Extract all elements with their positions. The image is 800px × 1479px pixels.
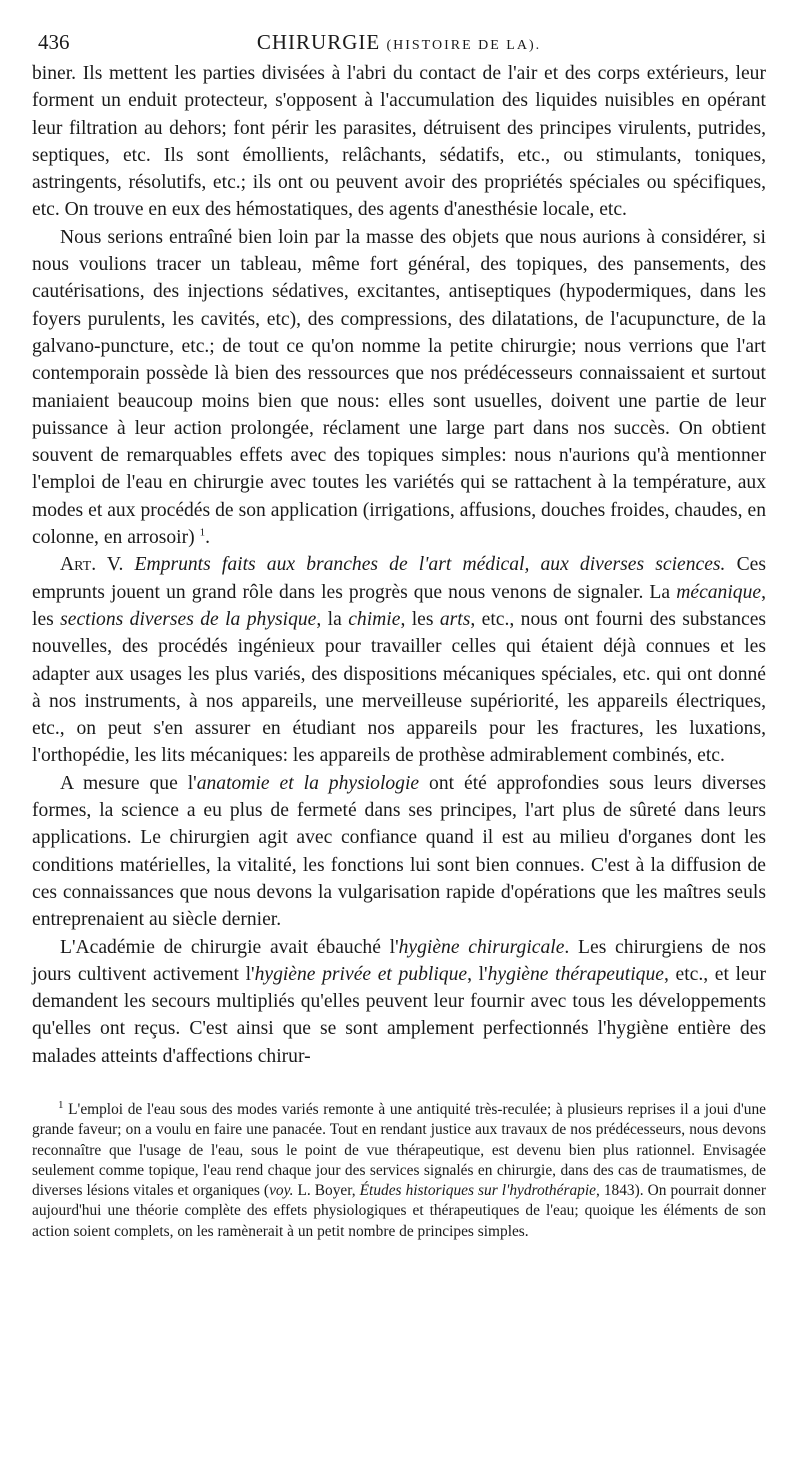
emphasis: hygiène thérapeutique	[487, 963, 664, 985]
text-run: L. Boyer,	[293, 1182, 360, 1200]
text-run: , etc., nous ont fourni des substances nouvelles, des procédés ingénieux pour travailler celles qui étaient déjà connues et les adapter aux usages les plus variés, des dispositions mécaniques spéciales, etc. qui ont donné à nos instruments, à nos appareils, une merveilleuse supériorité, les appareils électriques, etc., on peut s'en assurer en étudiant nos appareils pour les fractures, les luxations, l'orthopédie, les lits mécaniques: les appareils de prothèse admirablement combinés, etc.	[32, 608, 767, 767]
text-run: Ces emprunts jouent un grand rôle dans les progrès que nous venons de signaler. La	[32, 554, 766, 603]
main-text	[32, 60, 766, 1070]
running-title-sub: (HISTOIRE DE LA).	[386, 38, 542, 53]
emphasis: voy.	[269, 1182, 294, 1200]
footnote-marker: 1	[58, 1098, 64, 1111]
text-run: L'Académie de chirurgie avait ébauché l'	[60, 936, 399, 958]
text-run: , la	[316, 608, 342, 630]
text-run: A mesure que l'	[60, 772, 197, 794]
emphasis: mécanique	[676, 581, 762, 603]
running-title	[32, 30, 766, 55]
footnote-ref: 1	[199, 526, 206, 539]
footnote-1	[32, 1100, 766, 1242]
text-run: , l'	[467, 963, 488, 985]
paragraph-5	[32, 934, 766, 1070]
article-title: Emprunts faits aux branches de l'art médical, aux diverses sciences.	[134, 554, 726, 576]
text-run: , 1843). On pourrait donner aujourd'hui une théorie complète des effets physiologiques et thérapeutiques de l'eau; quoique les éléments de son action soient complets, on les ramènerait à un petit nombre de principes simples.	[32, 1182, 766, 1240]
emphasis: anatomie et la physiologie	[196, 772, 420, 794]
paragraph-1: biner. Ils mettent les parties divisées à l'abri du contact de l'air et des corps extérieurs, leur forment un enduit protecteur, s'opposent à l'accumulation des liquides nuisibles en opérant leur filtration au dehors; font périr les parasites, détruisent des principes virulents, putrides, septiques, etc. Ils sont émollients, relâchants, sédatifs, etc., ou stimulants, toniques, astringents, résolutifs, etc.; ils ont ou peuvent avoir des propriétés spéciales ou spécifiques, etc. On trouve en eux des hémostatiques, des agents d'anesthésie locale, etc.	[32, 63, 766, 221]
running-title-main: CHIRURGIE	[256, 30, 381, 54]
emphasis: chimie	[348, 608, 401, 630]
paragraph-2-text: Nous serions entraîné bien loin par la masse des objets que nous aurions à considérer, si nous voulions tracer un tableau, même fort général, des topiques, des pansements, des cautérisations, des injections sédatives, excitantes, antiseptiques (hypodermiques, dans les foyers purulents, les cavités, etc), des compressions, des dilatations, de l'acupuncture, de la galvano-puncture, etc.; de tout ce qu'on nomme la petite chirurgie; nous verrions que l'art contemporain possède là bien des ressources que nos prédécesseurs connaissaient et surtout maniaient beaucoup moins bien que nous: elles sont usuelles, doivent une partie de leur puissance à leur action prolongée, réclament une large part dans nos succès. On obtient souvent de remarquables effets avec des topiques simples: nous n'aurions qu'à mentionner l'emploi de l'eau en chirurgie avec toutes les variétés qui se rattachent à la température, aux modes et aux procédés de son application (irrigations, affusions, douches froides, chaudes, en colonne, en arrosoir)	[32, 226, 766, 549]
cited-title: Études historiques sur l'hydrothérapie	[359, 1182, 596, 1200]
paragraph-2: Nous serions entraîné bien loin par la masse des objets que nous aurions à considérer, si nous voulions tracer un tableau, même fort général, des topiques, des pansements, des cautérisations, des injections sédatives, excitantes, antiseptiques (hypodermiques, dans les foyers purulents, les cavités, etc), des compressions, des dilatations, de l'acupuncture, de la galvano-puncture, etc.; de tout ce qu'on nomme la petite chirurgie; nous verrions que l'art contemporain possède là bien des ressources que nos prédécesseurs connaissaient et surtout maniaient beaucoup moins bien que nous: elles sont usuelles, doivent une partie de leur puissance à leur action prolongée, réclament une large part dans nos succès. On obtient souvent de remarquables effets avec des topiques simples: nous n'aurions qu'à mentionner l'emploi de l'eau en chirurgie avec toutes les variétés qui se rattachent à la température, aux modes et aux procédés de son application (irrigations, affusions, douches froides, chaudes, en colonne, en arrosoir) $^1$.	[32, 226, 766, 549]
page-number: 436	[38, 30, 70, 54]
emphasis: hygiène chirurgicale	[398, 936, 565, 958]
paragraph-3	[32, 551, 766, 769]
text-run: , etc., et leur demandent les secours multipliés qu'elles peuvent leur fournir avec tous les développements qu'elles ont reçus. C'est ainsi que se sont amplement perfectionnés l'hygiène entière des malades atteints d'affections chirur-	[32, 963, 766, 1067]
paragraph-4	[32, 770, 766, 934]
emphasis: sections diverses de la physique	[60, 608, 317, 630]
footnotes	[32, 1100, 766, 1242]
text-run: L'emploi de l'eau sous des modes variés remonte à une antiquité très-reculée; à plusieurs reprises il a joui d'une grande faveur; on a voulu en faire une panacée. Tout en rendant justice aux travaux de nos prédécesseurs, nous devons reconnaître que l'usage de l'eau, sous le point de vue thérapeutique, est devenu bien plus rationnel. Envisagée seulement comme topique, l'eau rend chaque jour des services signalés en chirurgie, dans des cas de traumatismes, de diverses lésions vitales et organiques (	[32, 1100, 766, 1200]
text-run: , les	[32, 581, 766, 630]
emphasis: arts	[439, 608, 471, 630]
text-run: ont été approfondies sous leurs diverses formes, la science a eu plus de fermeté dans ses principes, l'art plus de sûreté dans leurs applications. Le chirurgien agit avec confiance quand il est au milieu d'organes dont les conditions matérielles, la vitalité, les fonctions lui sont bien connues. C'est à la diffusion de ces connaissances que nous devons la vulgarisation rapide d'opérations que les maîtres seuls entreprenaient au siècle dernier.	[32, 772, 766, 931]
running-header	[32, 24, 766, 58]
emphasis: hygiène privée et publique	[254, 963, 468, 985]
page	[32, 24, 766, 1242]
text-run: . Les chirurgiens de nos jours cultivent activement l'	[32, 936, 766, 985]
text-run: , les	[400, 608, 434, 630]
article-number: Art. V.	[60, 554, 124, 576]
